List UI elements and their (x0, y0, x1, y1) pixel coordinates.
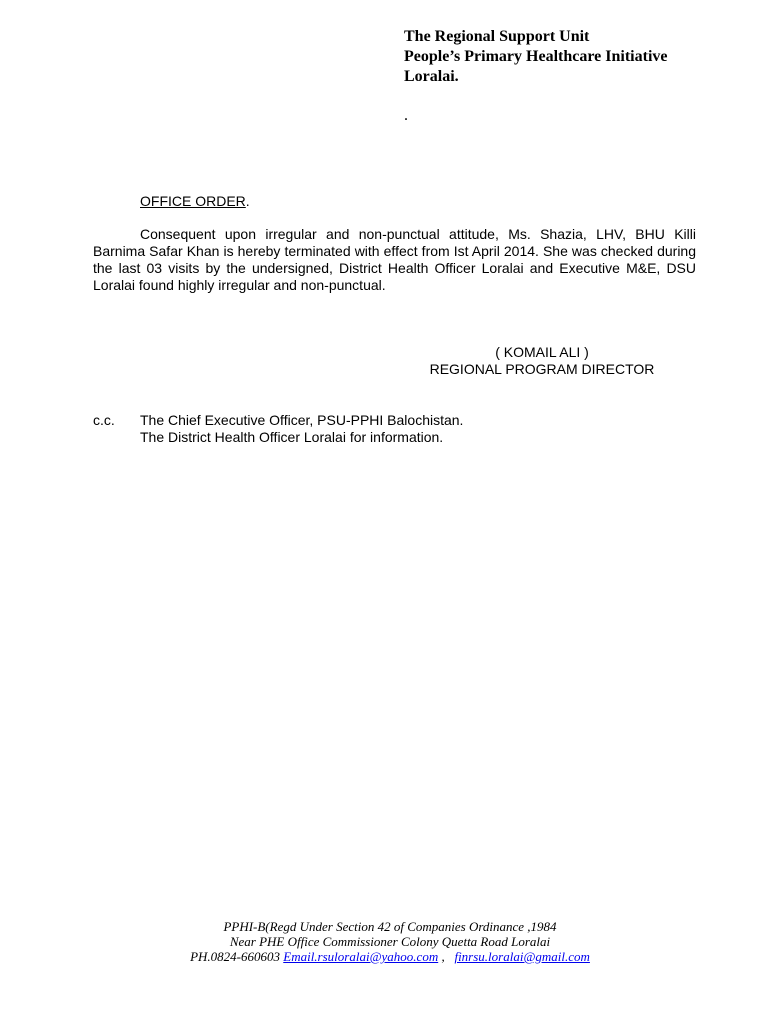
letterhead-line-org: The Regional Support Unit (404, 28, 590, 45)
cc-recipient-1: The Chief Executive Officer, PSU-PPHI Balochistan. (140, 412, 464, 428)
signature-block (392, 344, 692, 378)
footer-address: Near PHE Office Commissioner Colony Quetta Road Loralai (229, 934, 551, 949)
letterhead-line-initiative: People’s Primary Healthcare Initiative (404, 48, 668, 65)
order-body: Consequent upon irregular and non-punctual attitude, Ms. Shazia, LHV, BHU Killi Barnima Safar Khan is hereby terminated with effect from Ist April 2014. She was checked during the last 03 visits by the undersigned, District Health Officer Loralai and Executive M&E, DSU Loralai found highly irregular and non-punctual. (93, 226, 696, 293)
letterhead (404, 27, 744, 87)
signatory-name: ( KOMAIL ALI ) (495, 344, 589, 360)
footer (140, 919, 640, 964)
footer-contact (140, 949, 640, 964)
email-link-gmail[interactable]: finrsu.loralai@gmail.com (454, 949, 590, 964)
signatory-designation: REGIONAL PROGRAM DIRECTOR (429, 361, 655, 377)
office-order-title-punct: . (245, 193, 250, 209)
footer-separator: , (438, 949, 455, 964)
cc-label: c.c. (93, 412, 115, 428)
office-order-heading (140, 193, 250, 210)
office-order-title: OFFICE ORDER (140, 193, 246, 209)
cc-row (93, 429, 713, 446)
letterhead-dot: . (404, 107, 408, 124)
footer-phone: PH.0824-660603 (190, 949, 280, 964)
letterhead-line-city: Loralai. (404, 68, 459, 85)
cc-label-spacer (93, 429, 140, 446)
cc-block (93, 412, 713, 446)
footer-registration: PPHI-B(Regd Under Section 42 of Companies Ordinance ,1984 (223, 919, 557, 934)
cc-row (93, 412, 713, 429)
cc-recipient-2: The District Health Officer Loralai for information. (140, 429, 444, 445)
email-link-yahoo[interactable]: Email.rsuloralai@yahoo.com (283, 949, 439, 964)
